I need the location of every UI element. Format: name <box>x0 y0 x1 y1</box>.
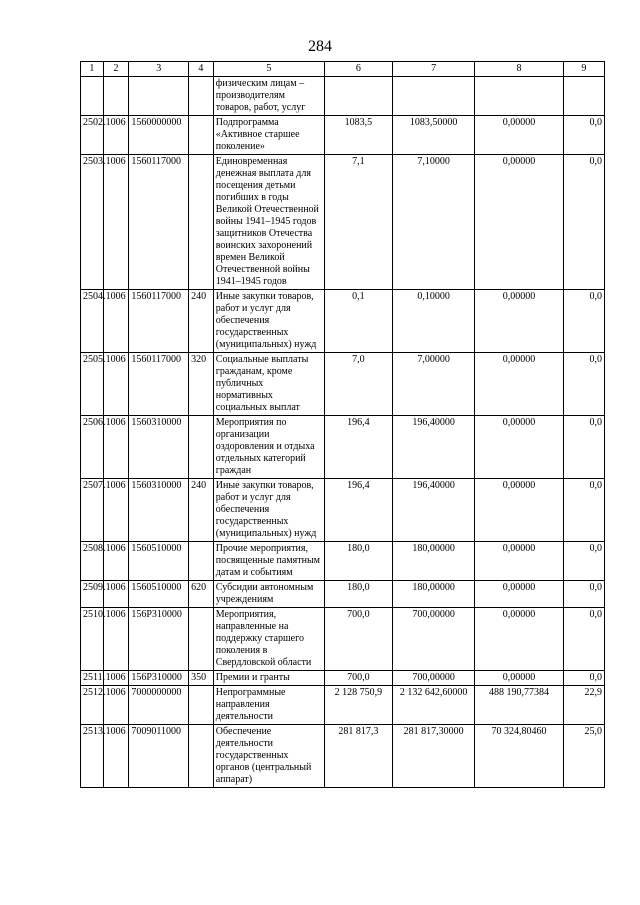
item-name: Мероприятия по организации оздоровления и отдыха отдельных категорий граждан <box>213 416 324 479</box>
target-article-code: 1560117000 <box>129 290 189 353</box>
execution-percent: 25,0 <box>563 725 604 788</box>
section-code: 1006 <box>103 353 129 416</box>
column-number-row <box>81 62 605 77</box>
executed-amount: 70 324,80460 <box>475 725 564 788</box>
execution-percent: 0,0 <box>563 155 604 290</box>
column-header: 7 <box>392 62 474 77</box>
planned-amount: 7,1 <box>324 155 392 290</box>
planned-amount: 7,0 <box>324 353 392 416</box>
planned-amount: 180,0 <box>324 542 392 581</box>
target-article-code: 156P310000 <box>129 608 189 671</box>
planned-amount: 700,0 <box>324 671 392 686</box>
column-header: 6 <box>324 62 392 77</box>
table-row <box>81 155 605 290</box>
row-number: 2513. <box>81 725 104 788</box>
expense-type-code: 240 <box>189 290 214 353</box>
column-header: 2 <box>103 62 129 77</box>
planned-amount: 196,4 <box>324 416 392 479</box>
table-row <box>81 725 605 788</box>
item-name: Единовременная денежная выплата для посещения детьми погибших в годы Великой Отечественной войны 1941–1945 годов защитников Отечества воинских захоронений времен Великой Отечественной войны 1941–1945 годов <box>213 155 324 290</box>
target-article-code: 1560510000 <box>129 581 189 608</box>
execution-percent: 0,0 <box>563 479 604 542</box>
execution-percent: 0,0 <box>563 116 604 155</box>
section-code: 1006 <box>103 725 129 788</box>
executed-amount: 0,00000 <box>475 581 564 608</box>
expense-type-code: 620 <box>189 581 214 608</box>
table-row <box>81 479 605 542</box>
section-code: 1006 <box>103 671 129 686</box>
target-article-code: 1560310000 <box>129 479 189 542</box>
executed-amount: 0,00000 <box>475 608 564 671</box>
row-number: 2506. <box>81 416 104 479</box>
approved-amount: 196,40000 <box>392 479 474 542</box>
execution-percent: 0,0 <box>563 608 604 671</box>
approved-amount: 196,40000 <box>392 416 474 479</box>
section-code: 1006 <box>103 608 129 671</box>
column-header: 9 <box>563 62 604 77</box>
execution-percent: 0,0 <box>563 671 604 686</box>
section-code: 1006 <box>103 416 129 479</box>
target-article-code: 7009011000 <box>129 725 189 788</box>
table-row <box>81 608 605 671</box>
approved-amount: 0,10000 <box>392 290 474 353</box>
executed-amount: 488 190,77384 <box>475 686 564 725</box>
table-row <box>81 116 605 155</box>
row-number <box>81 77 104 116</box>
table-body <box>81 77 605 788</box>
executed-amount: 0,00000 <box>475 671 564 686</box>
execution-percent: 0,0 <box>563 581 604 608</box>
item-name: Непрограммные направления деятельности <box>213 686 324 725</box>
execution-percent: 0,0 <box>563 416 604 479</box>
section-code: 1006 <box>103 116 129 155</box>
target-article-code: 7000000000 <box>129 686 189 725</box>
expense-type-code <box>189 116 214 155</box>
target-article-code: 1560117000 <box>129 353 189 416</box>
section-code: 1006 <box>103 542 129 581</box>
expense-type-code: 240 <box>189 479 214 542</box>
execution-percent: 22,9 <box>563 686 604 725</box>
section-code: 1006 <box>103 479 129 542</box>
approved-amount: 281 817,30000 <box>392 725 474 788</box>
table-row <box>81 542 605 581</box>
expense-type-code <box>189 686 214 725</box>
approved-amount: 2 132 642,60000 <box>392 686 474 725</box>
executed-amount: 0,00000 <box>475 290 564 353</box>
target-article-code: 1560310000 <box>129 416 189 479</box>
approved-amount: 180,00000 <box>392 542 474 581</box>
item-name: Иные закупки товаров, работ и услуг для обеспечения государственных (муниципальных) нужд <box>213 479 324 542</box>
item-name: физическим лицам – производителям товаров, работ, услуг <box>213 77 324 116</box>
target-article-code: 1560510000 <box>129 542 189 581</box>
page-number: 284 <box>308 38 332 55</box>
row-number: 2511. <box>81 671 104 686</box>
executed-amount <box>475 77 564 116</box>
executed-amount: 0,00000 <box>475 416 564 479</box>
item-name: Иные закупки товаров, работ и услуг для обеспечения государственных (муниципальных) нужд <box>213 290 324 353</box>
column-header: 5 <box>213 62 324 77</box>
expense-type-code <box>189 77 214 116</box>
column-header: 3 <box>129 62 189 77</box>
row-number: 2512. <box>81 686 104 725</box>
planned-amount: 700,0 <box>324 608 392 671</box>
executed-amount: 0,00000 <box>475 479 564 542</box>
expense-type-code <box>189 416 214 479</box>
section-code: 1006 <box>103 686 129 725</box>
table-row <box>81 671 605 686</box>
execution-percent <box>563 77 604 116</box>
expense-type-code <box>189 725 214 788</box>
planned-amount: 1083,5 <box>324 116 392 155</box>
approved-amount: 700,00000 <box>392 671 474 686</box>
target-article-code: 1560117000 <box>129 155 189 290</box>
planned-amount <box>324 77 392 116</box>
row-number: 2502. <box>81 116 104 155</box>
row-number: 2503. <box>81 155 104 290</box>
expense-type-code: 320 <box>189 353 214 416</box>
planned-amount: 2 128 750,9 <box>324 686 392 725</box>
row-number: 2510. <box>81 608 104 671</box>
table-row <box>81 416 605 479</box>
approved-amount: 700,00000 <box>392 608 474 671</box>
expense-type-code <box>189 608 214 671</box>
expense-type-code: 350 <box>189 671 214 686</box>
section-code <box>103 77 129 116</box>
section-code: 1006 <box>103 155 129 290</box>
item-name: Премии и гранты <box>213 671 324 686</box>
execution-percent: 0,0 <box>563 290 604 353</box>
planned-amount: 196,4 <box>324 479 392 542</box>
expense-type-code <box>189 542 214 581</box>
row-number: 2507. <box>81 479 104 542</box>
approved-amount: 7,10000 <box>392 155 474 290</box>
table-row <box>81 686 605 725</box>
target-article-code <box>129 77 189 116</box>
table-row <box>81 77 605 116</box>
execution-percent: 0,0 <box>563 353 604 416</box>
item-name: Подпрограмма «Активное старшее поколение» <box>213 116 324 155</box>
budget-table <box>80 61 605 788</box>
executed-amount: 0,00000 <box>475 116 564 155</box>
item-name: Прочие мероприятия, посвященные памятным датам и событиям <box>213 542 324 581</box>
table-row <box>81 353 605 416</box>
row-number: 2509. <box>81 581 104 608</box>
section-code: 1006 <box>103 290 129 353</box>
column-header: 4 <box>189 62 214 77</box>
table-row <box>81 581 605 608</box>
row-number: 2504. <box>81 290 104 353</box>
approved-amount <box>392 77 474 116</box>
execution-percent: 0,0 <box>563 542 604 581</box>
item-name: Субсидии автономным учреждениям <box>213 581 324 608</box>
table-header <box>81 62 605 77</box>
approved-amount: 180,00000 <box>392 581 474 608</box>
target-article-code: 1560000000 <box>129 116 189 155</box>
item-name: Социальные выплаты гражданам, кроме публичных нормативных социальных выплат <box>213 353 324 416</box>
executed-amount: 0,00000 <box>475 542 564 581</box>
approved-amount: 7,00000 <box>392 353 474 416</box>
expense-type-code <box>189 155 214 290</box>
section-code: 1006 <box>103 581 129 608</box>
target-article-code: 156P310000 <box>129 671 189 686</box>
planned-amount: 180,0 <box>324 581 392 608</box>
item-name: Обеспечение деятельности государственных органов (центральный аппарат) <box>213 725 324 788</box>
item-name: Мероприятия, направленные на поддержку старшего поколения в Свердловской области <box>213 608 324 671</box>
table-row <box>81 290 605 353</box>
row-number: 2508. <box>81 542 104 581</box>
column-header: 8 <box>475 62 564 77</box>
executed-amount: 0,00000 <box>475 155 564 290</box>
approved-amount: 1083,50000 <box>392 116 474 155</box>
planned-amount: 281 817,3 <box>324 725 392 788</box>
executed-amount: 0,00000 <box>475 353 564 416</box>
planned-amount: 0,1 <box>324 290 392 353</box>
row-number: 2505. <box>81 353 104 416</box>
column-header: 1 <box>81 62 104 77</box>
